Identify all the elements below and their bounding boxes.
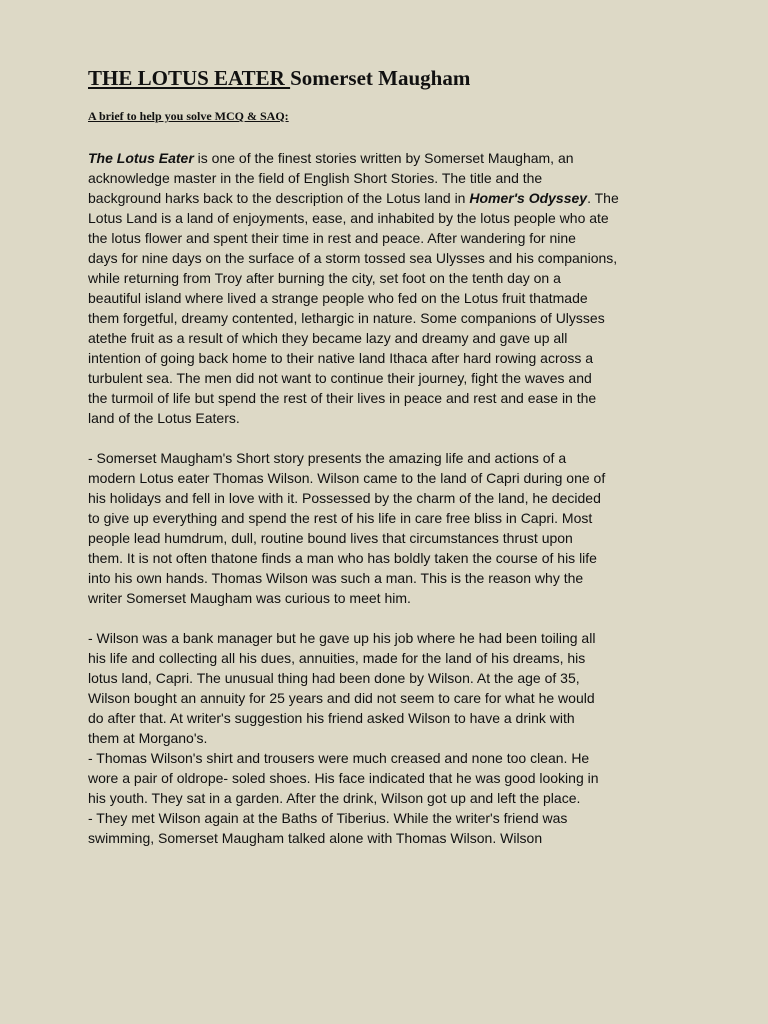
paragraph-line: - Thomas Wilson's shirt and trousers were much creased and none too clean. He [88,750,590,766]
intro-line: beautiful island where lived a strange people who fed on the Lotus fruit thatmade [88,290,588,306]
intro-line: atethe fruit as a result of which they became lazy and dreamy and gave up all [88,330,568,346]
document-title [88,64,688,92]
paragraph-line: into his own hands. Thomas Wilson was such a man. This is the reason why the [88,570,584,586]
wilson-details-paragraph [88,628,688,848]
intro-line: land of the Lotus Eaters. [88,410,240,426]
document-subtitle: A brief to help you solve MCQ & SAQ: [88,109,289,123]
paragraph-line: them at Morgano's. [88,730,208,746]
intro-paragraph [88,148,688,428]
paragraph-line: do after that. At writer's suggestion his friend asked Wilson to have a drink with [88,710,575,726]
paragraph-line: them. It is not often thatone finds a man who has boldly taken the course of his life [88,550,597,566]
document-body [88,148,688,848]
intro-line: The Lotus Eater is one of the finest stories written by Somerset Maugham, an [88,150,574,166]
title-underlined: THE LOTUS EATER [88,66,291,90]
intro-line: the lotus flower and spent their time in rest and peace. After wandering for nine [88,230,576,246]
paragraph-line: modern Lotus eater Thomas Wilson. Wilson came to the land of Capri during one of [88,470,606,486]
paragraph-line: wore a pair of oldrope- soled shoes. His face indicated that he was good looking in [88,770,599,786]
paragraph-gap [88,428,688,448]
paragraph-line: his youth. They sat in a garden. After the drink, Wilson got up and left the place. [88,790,581,806]
intro-line: intention of going back home to their native land Ithaca after hard rowing across a [88,350,594,366]
intro-line: turbulent sea. The men did not want to continue their journey, fight the waves and [88,370,592,386]
intro-line: them forgetful, dreamy contented, lethargic in nature. Some companions of Ulysses [88,310,605,326]
paragraph-line: lotus land, Capri. The unusual thing had been done by Wilson. At the age of 35, [88,670,580,686]
paragraph-line: his holidays and fell in love with it. Possessed by the charm of the land, he decided [88,490,601,506]
paragraph-line: to give up everything and spend the rest of his life in care free bliss in Capri. Most [88,510,593,526]
intro-line: Lotus Land is a land of enjoyments, ease, and inhabited by the lotus people who ate [88,210,609,226]
paragraph-line: swimming, Somerset Maugham talked alone with Thomas Wilson. Wilson [88,830,543,846]
story-title-emphasis: The Lotus Eater [88,150,194,166]
paragraph-line: - Wilson was a bank manager but he gave up his job where he had been toiling all [88,630,596,646]
paragraph-line: his life and collecting all his dues, annuities, made for the land of his dreams, his [88,650,586,666]
intro-line: days for nine days on the surface of a storm tossed sea Ulysses and his companions, [88,250,618,266]
paragraph-line: writer Somerset Maugham was curious to meet him. [88,590,411,606]
odyssey-emphasis: Homer's Odyssey [469,190,588,206]
wilson-intro-paragraph [88,448,688,608]
intro-line: acknowledge master in the field of English Short Stories. The title and the [88,170,543,186]
paragraph-line: - Somerset Maugham's Short story presents the amazing life and actions of a [88,450,567,466]
title-author: Somerset Maugham [290,66,471,90]
intro-line: the turmoil of life but spend the rest of their lives in peace and rest and ease in the [88,390,597,406]
paragraph-line: Wilson bought an annuity for 25 years and did not seem to care for what he would [88,690,595,706]
intro-line: while returning from Troy after burning the city, set foot on the tenth day on a [88,270,561,286]
intro-line: background harks back to the description of the Lotus land in Homer's Odyssey. The [88,190,619,206]
paragraph-gap [88,608,688,628]
paragraph-line: people lead humdrum, dull, routine bound lives that circumstances thrust upon [88,530,573,546]
paragraph-line: - They met Wilson again at the Baths of Tiberius. While the writer's friend was [88,810,568,826]
